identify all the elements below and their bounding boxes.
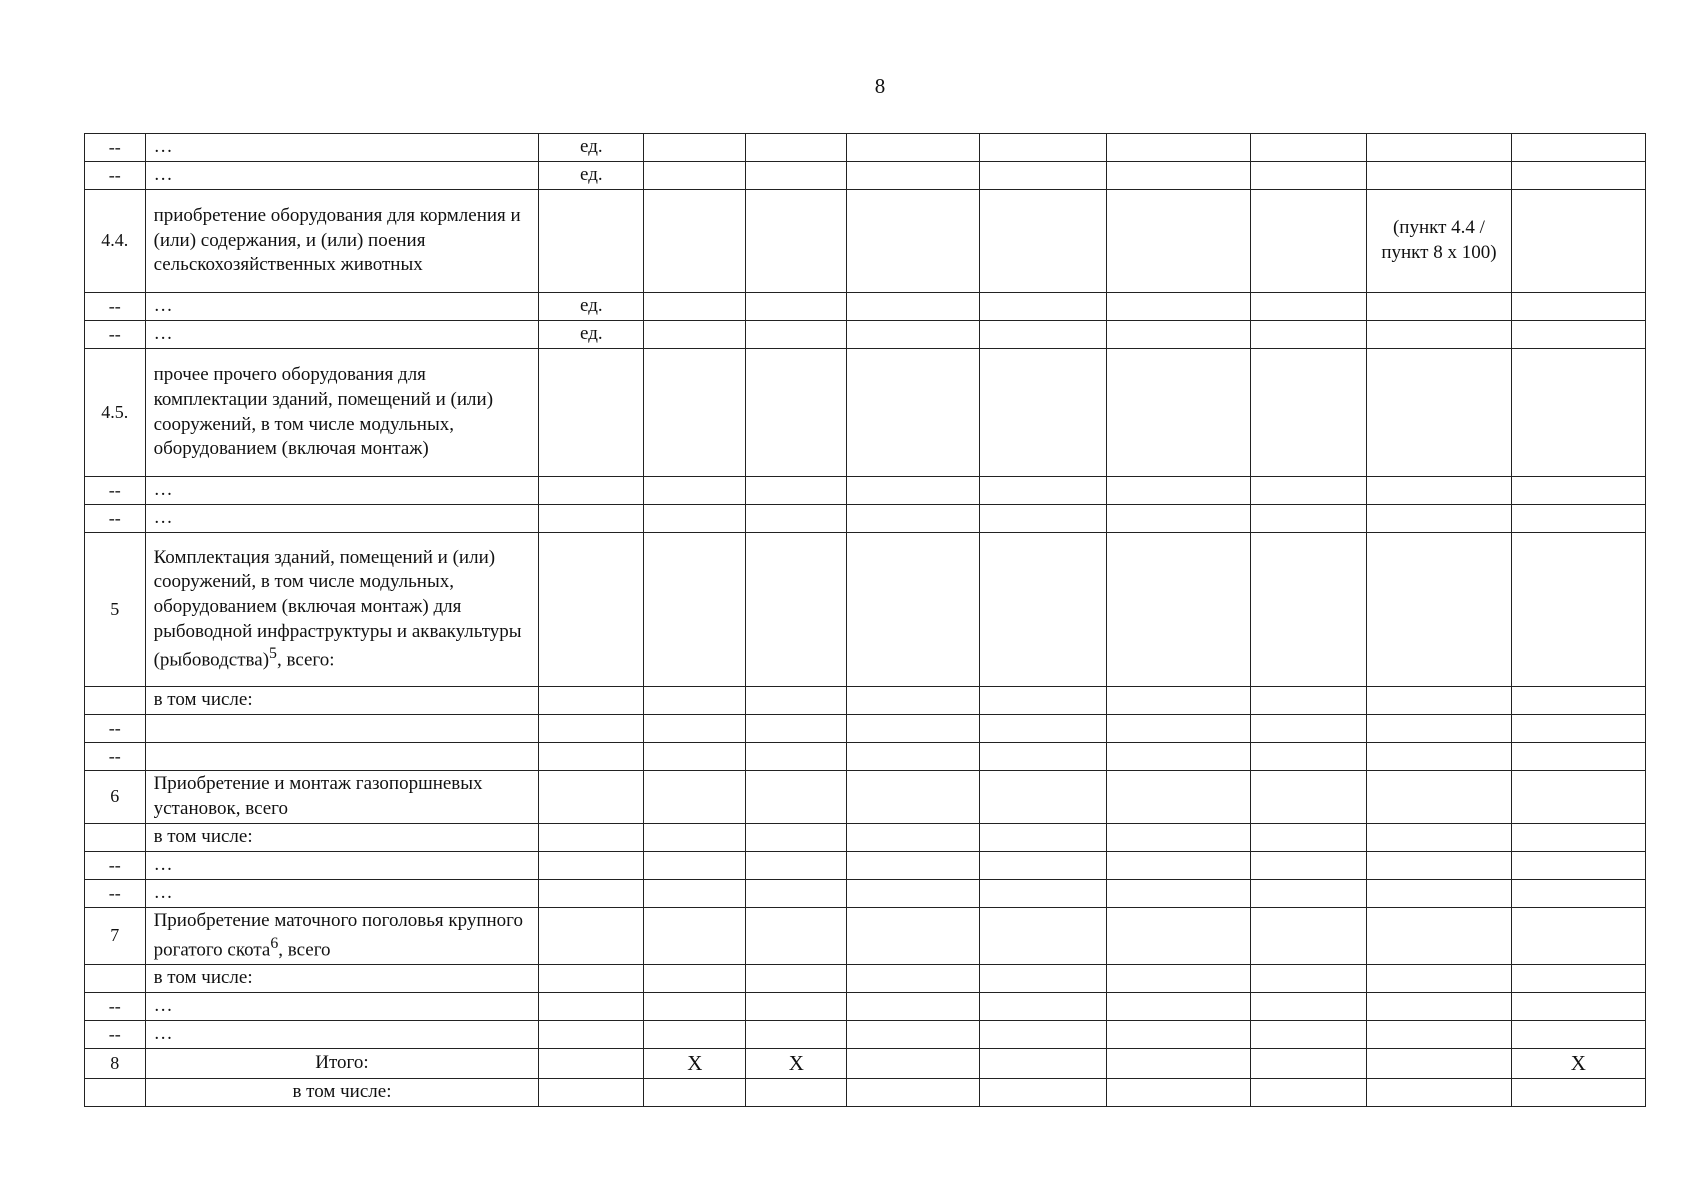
row-number: -- — [85, 880, 146, 908]
cell — [979, 321, 1106, 349]
cell — [1106, 349, 1250, 477]
row-number: 6 — [85, 771, 146, 824]
row-description-tail: , всего: — [276, 649, 335, 671]
cell — [644, 992, 746, 1020]
not-applicable-mark: X — [644, 1048, 746, 1078]
row-number: 7 — [85, 908, 146, 965]
cell — [1106, 687, 1250, 715]
cell — [1106, 1079, 1250, 1107]
row-description: прочее прочего оборудования для комплектации зданий, помещений и (или) сооружений, в том числе модульных, оборудованием (включая монтаж) — [145, 349, 539, 477]
cell — [979, 505, 1106, 533]
cell — [979, 743, 1106, 771]
cell — [1251, 1079, 1367, 1107]
cell — [847, 908, 979, 965]
row-unit: ед. — [539, 293, 644, 321]
cell — [1367, 1079, 1511, 1107]
cell — [1251, 1048, 1367, 1078]
cell — [1511, 1079, 1645, 1107]
cell — [1106, 134, 1250, 162]
row-number: -- — [85, 134, 146, 162]
cell — [1511, 1020, 1645, 1048]
row-description: приобретение оборудования для кормления и (или) содержания, и (или) поения сельскохозяйственных животных — [145, 190, 539, 293]
data-table — [84, 133, 1646, 1107]
cell — [1367, 964, 1511, 992]
cell — [746, 349, 847, 477]
row-description: Приобретение и монтаж газопоршневых установок, всего — [145, 771, 539, 824]
cell — [979, 687, 1106, 715]
cell — [847, 533, 979, 687]
cell — [746, 880, 847, 908]
cell — [1511, 321, 1645, 349]
row-number: -- — [85, 715, 146, 743]
row-number: -- — [85, 992, 146, 1020]
cell — [847, 162, 979, 190]
cell — [1106, 477, 1250, 505]
cell — [847, 771, 979, 824]
cell — [847, 687, 979, 715]
cell — [1106, 321, 1250, 349]
table-row — [85, 1020, 1646, 1048]
cell — [1251, 771, 1367, 824]
footnote-marker: 5 — [269, 645, 277, 663]
cell — [1106, 1048, 1250, 1078]
cell — [847, 505, 979, 533]
cell — [1511, 743, 1645, 771]
cell — [1251, 687, 1367, 715]
cell — [847, 715, 979, 743]
cell — [979, 824, 1106, 852]
cell — [746, 293, 847, 321]
cell — [644, 743, 746, 771]
cell — [1367, 1020, 1511, 1048]
row-unit — [539, 349, 644, 477]
cell — [1511, 908, 1645, 965]
cell — [746, 852, 847, 880]
cell — [979, 190, 1106, 293]
cell — [979, 162, 1106, 190]
table-row — [85, 505, 1646, 533]
cell — [1511, 533, 1645, 687]
cell — [746, 1020, 847, 1048]
cell — [847, 743, 979, 771]
cell — [1106, 771, 1250, 824]
cell — [979, 293, 1106, 321]
table-row — [85, 964, 1646, 992]
cell — [1511, 880, 1645, 908]
cell — [979, 880, 1106, 908]
table-row — [85, 134, 1646, 162]
cell — [979, 908, 1106, 965]
row-number: 4.5. — [85, 349, 146, 477]
row-number: -- — [85, 1020, 146, 1048]
cell — [979, 1048, 1106, 1078]
row-number: -- — [85, 505, 146, 533]
cell — [1511, 964, 1645, 992]
cell — [979, 771, 1106, 824]
cell — [746, 908, 847, 965]
row-number: -- — [85, 321, 146, 349]
row-description: … — [145, 852, 539, 880]
cell — [1251, 477, 1367, 505]
row-description-tail: , всего — [278, 939, 331, 961]
cell — [746, 964, 847, 992]
cell — [1106, 505, 1250, 533]
row-unit — [539, 1048, 644, 1078]
cell — [979, 477, 1106, 505]
cell — [1106, 1020, 1250, 1048]
cell — [847, 1020, 979, 1048]
not-applicable-mark: X — [746, 1048, 847, 1078]
row-number: 4.4. — [85, 190, 146, 293]
cell — [746, 715, 847, 743]
formula-note: (пункт 4.4 / пункт 8 х 100) — [1367, 190, 1511, 293]
row-unit — [539, 477, 644, 505]
row-unit — [539, 190, 644, 293]
cell — [1367, 771, 1511, 824]
row-description: в том числе: — [145, 1079, 539, 1107]
cell — [1106, 293, 1250, 321]
cell — [1511, 992, 1645, 1020]
cell — [1367, 293, 1511, 321]
cell — [847, 964, 979, 992]
cell — [979, 1079, 1106, 1107]
row-unit — [539, 771, 644, 824]
cell — [847, 992, 979, 1020]
cell — [1511, 852, 1645, 880]
cell — [1511, 477, 1645, 505]
cell — [847, 134, 979, 162]
row-description: … — [145, 505, 539, 533]
cell — [1511, 715, 1645, 743]
cell — [1251, 964, 1367, 992]
cell — [1106, 824, 1250, 852]
table-row — [85, 852, 1646, 880]
cell — [1106, 852, 1250, 880]
cell — [1251, 321, 1367, 349]
table-row — [85, 321, 1646, 349]
row-description: в том числе: — [145, 687, 539, 715]
cell — [746, 134, 847, 162]
cell — [1511, 162, 1645, 190]
table-row — [85, 349, 1646, 477]
row-number: -- — [85, 477, 146, 505]
cell — [1511, 505, 1645, 533]
cell — [1251, 852, 1367, 880]
cell — [1251, 880, 1367, 908]
cell — [1367, 477, 1511, 505]
cell — [1367, 852, 1511, 880]
table-row — [85, 1079, 1646, 1107]
cell — [1106, 964, 1250, 992]
cell — [644, 824, 746, 852]
row-description: Итого: — [145, 1048, 539, 1078]
cell — [644, 852, 746, 880]
cell — [1367, 908, 1511, 965]
cell — [1367, 162, 1511, 190]
cell — [1367, 824, 1511, 852]
cell — [1367, 743, 1511, 771]
row-unit — [539, 743, 644, 771]
cell — [1367, 349, 1511, 477]
cell — [644, 1020, 746, 1048]
table-row — [85, 533, 1646, 687]
cell — [979, 533, 1106, 687]
not-applicable-mark: X — [1511, 1048, 1645, 1078]
row-description — [145, 533, 539, 687]
cell — [746, 162, 847, 190]
row-unit — [539, 1020, 644, 1048]
table-row — [85, 687, 1646, 715]
cell — [1106, 715, 1250, 743]
cell — [1251, 908, 1367, 965]
row-description — [145, 743, 539, 771]
cell — [644, 1079, 746, 1107]
cell — [1251, 162, 1367, 190]
row-number — [85, 824, 146, 852]
row-number: 5 — [85, 533, 146, 687]
row-description: … — [145, 321, 539, 349]
row-unit — [539, 880, 644, 908]
cell — [1106, 743, 1250, 771]
cell — [1511, 190, 1645, 293]
cell — [644, 533, 746, 687]
row-description — [145, 908, 539, 965]
row-unit — [539, 1079, 644, 1107]
cell — [644, 908, 746, 965]
row-description-text: Приобретение маточного поголовья крупного рогатого скота — [153, 910, 523, 961]
cell — [1251, 190, 1367, 293]
cell — [746, 477, 847, 505]
cell — [644, 771, 746, 824]
row-unit — [539, 964, 644, 992]
table-row — [85, 743, 1646, 771]
cell — [847, 477, 979, 505]
cell — [644, 134, 746, 162]
cell — [746, 687, 847, 715]
cell — [1251, 1020, 1367, 1048]
cell — [1106, 880, 1250, 908]
cell — [1106, 162, 1250, 190]
cell — [1367, 321, 1511, 349]
row-number: -- — [85, 293, 146, 321]
cell — [644, 505, 746, 533]
cell — [746, 743, 847, 771]
cell — [979, 715, 1106, 743]
row-number — [85, 1079, 146, 1107]
cell — [847, 1079, 979, 1107]
cell — [746, 190, 847, 293]
row-number — [85, 964, 146, 992]
row-number: -- — [85, 162, 146, 190]
table-row — [85, 190, 1646, 293]
cell — [746, 321, 847, 349]
cell — [1511, 687, 1645, 715]
cell — [746, 533, 847, 687]
cell — [847, 824, 979, 852]
row-description: … — [145, 162, 539, 190]
table-row — [85, 992, 1646, 1020]
table-row — [85, 1048, 1646, 1078]
table-row — [85, 293, 1646, 321]
cell — [644, 162, 746, 190]
cell — [644, 477, 746, 505]
row-unit — [539, 687, 644, 715]
cell — [1251, 824, 1367, 852]
cell — [644, 715, 746, 743]
table-row — [85, 824, 1646, 852]
row-unit — [539, 533, 644, 687]
cell — [1367, 687, 1511, 715]
cell — [1106, 533, 1250, 687]
table-row — [85, 477, 1646, 505]
cell — [1251, 533, 1367, 687]
row-description: в том числе: — [145, 964, 539, 992]
row-number: -- — [85, 743, 146, 771]
cell — [1106, 190, 1250, 293]
cell — [1106, 992, 1250, 1020]
row-unit — [539, 824, 644, 852]
row-description-text: Комплектация зданий, помещений и (или) сооружений, в том числе модульных, оборудованием (включая монтаж) для рыбоводной инфраструктуры и аквакультуры (рыбоводства) — [153, 546, 522, 671]
cell — [644, 293, 746, 321]
row-unit — [539, 852, 644, 880]
cell — [746, 505, 847, 533]
table-row — [85, 162, 1646, 190]
cell — [847, 321, 979, 349]
cell — [1367, 1048, 1511, 1078]
cell — [644, 687, 746, 715]
table-row — [85, 771, 1646, 824]
cell — [1251, 134, 1367, 162]
cell — [979, 134, 1106, 162]
row-description: … — [145, 992, 539, 1020]
cell — [644, 349, 746, 477]
cell — [1251, 743, 1367, 771]
row-number: -- — [85, 852, 146, 880]
cell — [847, 349, 979, 477]
cell — [746, 824, 847, 852]
row-unit: ед. — [539, 321, 644, 349]
row-description: … — [145, 293, 539, 321]
footnote-marker: 6 — [270, 934, 279, 952]
cell — [1367, 992, 1511, 1020]
row-unit: ед. — [539, 134, 644, 162]
row-unit — [539, 992, 644, 1020]
cell — [644, 321, 746, 349]
cell — [746, 992, 847, 1020]
row-description: … — [145, 1020, 539, 1048]
cell — [1367, 880, 1511, 908]
cell — [644, 964, 746, 992]
cell — [1511, 349, 1645, 477]
row-description — [145, 715, 539, 743]
row-description: … — [145, 880, 539, 908]
row-description: в том числе: — [145, 824, 539, 852]
cell — [746, 771, 847, 824]
cell — [1367, 715, 1511, 743]
cell — [1511, 824, 1645, 852]
row-number — [85, 687, 146, 715]
cell — [644, 880, 746, 908]
cell — [1251, 992, 1367, 1020]
cell — [644, 190, 746, 293]
cell — [1367, 134, 1511, 162]
cell — [746, 1079, 847, 1107]
cell — [1511, 293, 1645, 321]
row-unit — [539, 505, 644, 533]
cell — [847, 880, 979, 908]
cell — [1106, 908, 1250, 965]
cell — [1367, 505, 1511, 533]
row-description: … — [145, 134, 539, 162]
cell — [979, 852, 1106, 880]
row-number: 8 — [85, 1048, 146, 1078]
cell — [1511, 771, 1645, 824]
cell — [847, 1048, 979, 1078]
cell — [1511, 134, 1645, 162]
cell — [979, 349, 1106, 477]
cell — [847, 190, 979, 293]
cell — [847, 852, 979, 880]
cell — [1251, 293, 1367, 321]
cell — [979, 964, 1106, 992]
page-number: 8 — [874, 74, 886, 98]
row-unit: ед. — [539, 162, 644, 190]
cell — [847, 293, 979, 321]
cell — [1367, 533, 1511, 687]
cell — [1251, 505, 1367, 533]
cell — [1251, 349, 1367, 477]
row-unit — [539, 715, 644, 743]
table-row — [85, 715, 1646, 743]
cell — [979, 992, 1106, 1020]
cell — [979, 1020, 1106, 1048]
row-unit — [539, 908, 644, 965]
table-row — [85, 880, 1646, 908]
table-row — [85, 908, 1646, 965]
cell — [1251, 715, 1367, 743]
row-description: … — [145, 477, 539, 505]
